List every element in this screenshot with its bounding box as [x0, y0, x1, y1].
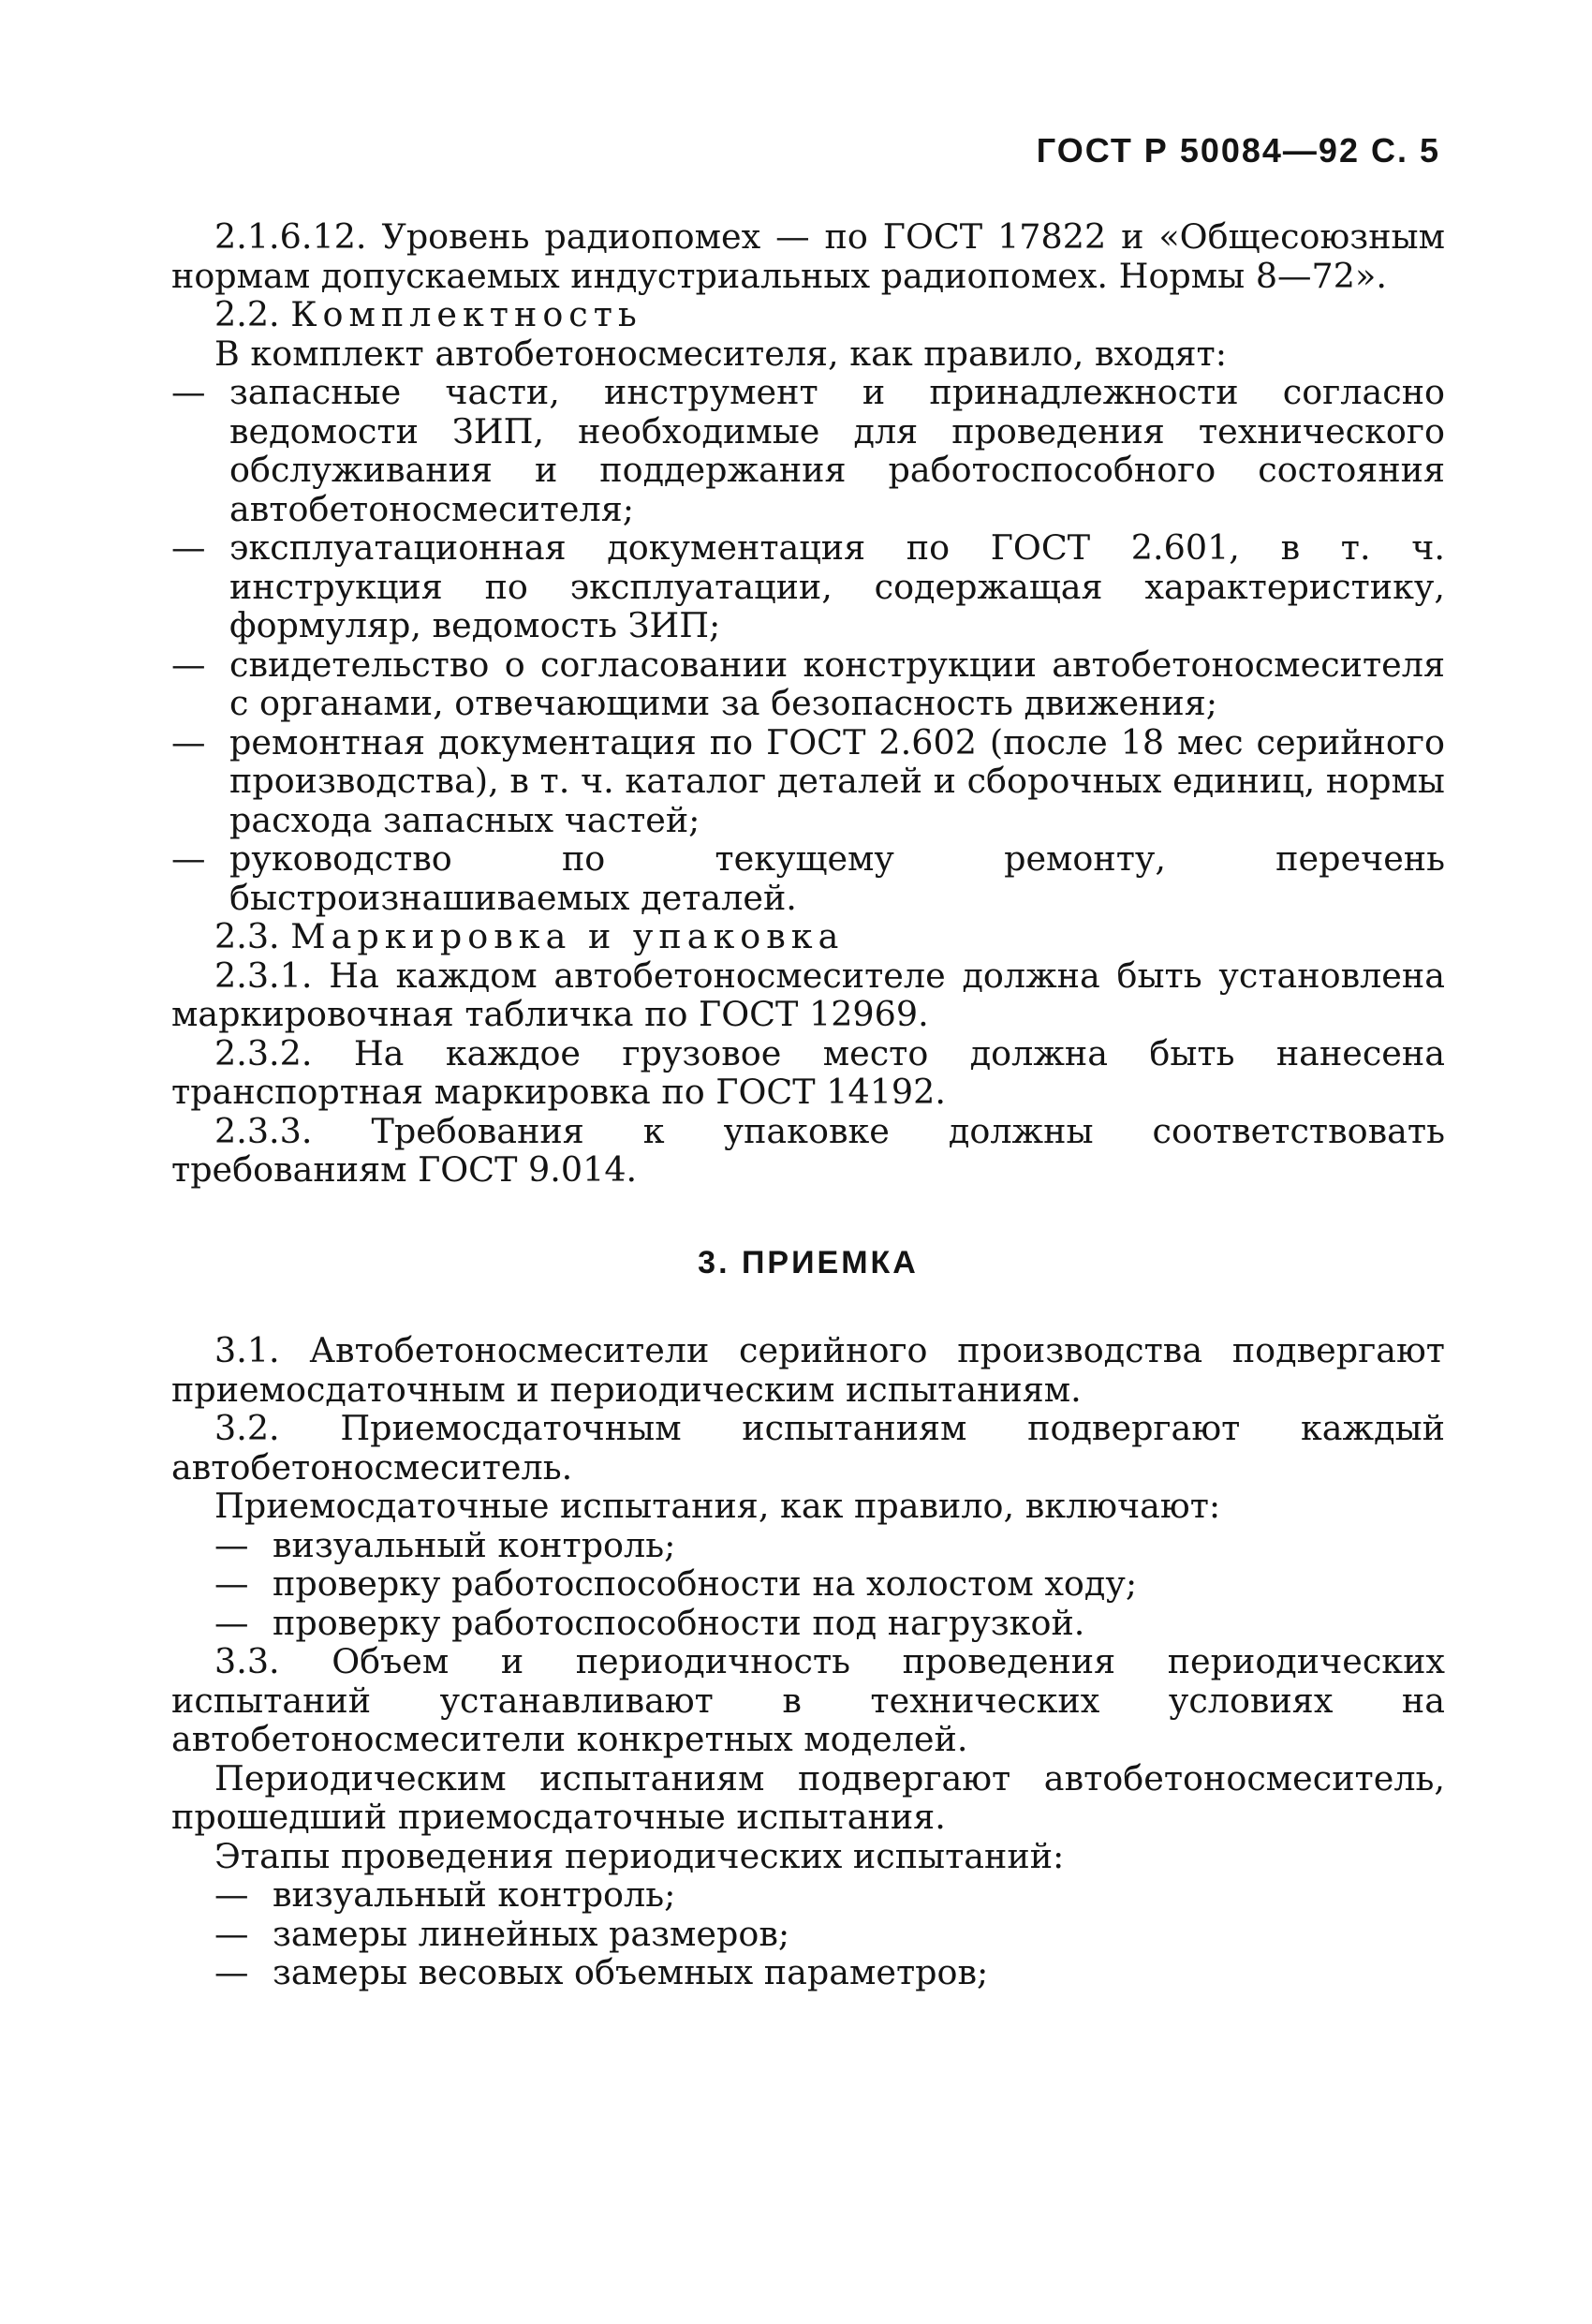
dash-marker: — [171, 527, 206, 568]
dash-marker: — [171, 721, 206, 762]
dash-marker: — [214, 1874, 249, 1915]
paragraph: Этапы проведения периодических испытаний: [214, 1835, 1065, 1876]
dash-marker: — [214, 1524, 249, 1565]
list-item: — проверку работоспособности на холостом ходу; [214, 1563, 1138, 1604]
section-title-text: Комплектность [290, 294, 642, 334]
list-item: — замеры весовых объемных параметров; [214, 1952, 989, 1992]
running-head: ГОСТ Р 50084—92 С. 5 [1036, 131, 1440, 170]
dash-marker: — [171, 372, 206, 412]
paragraph: Периодическим испытаниям подвергают автобетоносмеситель, прошедший приемосдаточные испытания. [171, 1757, 1445, 1837]
paragraph-2-1-6-12: 2.1.6.12. Уровень радиопомех — по ГОСТ 17822 и «Общесоюзным нормам допускаемых индустриальных радиопомех. Нормы 8—72». [171, 216, 1445, 296]
paragraph-2-3-1: 2.3.1. На каждом автобетоносмесителе должна быть установлена маркировочная табличка по ГОСТ 12969. [171, 955, 1445, 1034]
dash-marker: — [171, 838, 206, 879]
section-number: 2.3. [214, 916, 291, 956]
section-heading-2-2 [171, 295, 1445, 334]
list-item: — запасные части, инструмент и принадлежности согласно ведомости ЗИП, необходимые для проведения технического обслуживания и поддержания работоспособного состояния автобетоносмесителя; [171, 372, 1445, 529]
section-heading-2-3 [171, 917, 1445, 956]
dash-marker: — [171, 644, 206, 685]
paragraph-3-3: 3.3. Объем и периодичность проведения периодических испытаний устанавливают в технических условиях на автобетоносмесители конкретных моделей. [171, 1641, 1445, 1759]
list-item: — свидетельство о согласовании конструкции автобетоносмесителя с органами, отвечающими за безопасность движения; [171, 644, 1445, 723]
list-item: — эксплуатационная документация по ГОСТ 2.601, в т. ч. инструкция по эксплуатации, содержащая характеристику, формуляр, ведомость ЗИП; [171, 527, 1445, 645]
dash-marker: — [214, 1602, 249, 1643]
paragraph: Приемосдаточные испытания, как правило, включают: [214, 1486, 1221, 1526]
list-item: — визуальный контроль; [214, 1524, 676, 1565]
dash-marker: — [214, 1563, 249, 1604]
section-number: 2.2. [214, 294, 291, 334]
paragraph-2-3-2: 2.3.2. На каждое грузовое место должна быть нанесена транспортная маркировка по ГОСТ 14192. [171, 1032, 1445, 1112]
list-item: — руководство по текущему ремонту, перечень быстроизнашиваемых деталей. [171, 838, 1445, 918]
list-item: — визуальный контроль; [214, 1874, 676, 1915]
section-title-text: Маркировка и упаковка [290, 916, 845, 956]
list-item: — проверку работоспособности под нагрузкой. [214, 1602, 1085, 1643]
paragraph: В комплект автобетоносмесителя, как правило, входят: [214, 333, 1228, 374]
paragraph-3-1: 3.1. Автобетоносмесители серийного производства подвергают приемосдаточным и периодическим испытаниям. [171, 1330, 1445, 1410]
dash-marker: — [214, 1952, 249, 1992]
paragraph-2-3-3: 2.3.3. Требования к упаковке должны соответствовать требованиям ГОСТ 9.014. [171, 1110, 1445, 1190]
dash-marker: — [214, 1913, 249, 1954]
document-body [171, 217, 1445, 1992]
section-heading-3: 3. ПРИЕМКА [698, 1244, 919, 1280]
paragraph-3-2: 3.2. Приемосдаточным испытаниям подвергают каждый автобетоносмеситель. [171, 1408, 1445, 1488]
list-item: — ремонтная документация по ГОСТ 2.602 (после 18 мес серийного производства), в т. ч. каталог деталей и сборочных единиц, нормы расхода запасных частей; [171, 721, 1445, 840]
list-item: — замеры линейных размеров; [214, 1913, 790, 1954]
